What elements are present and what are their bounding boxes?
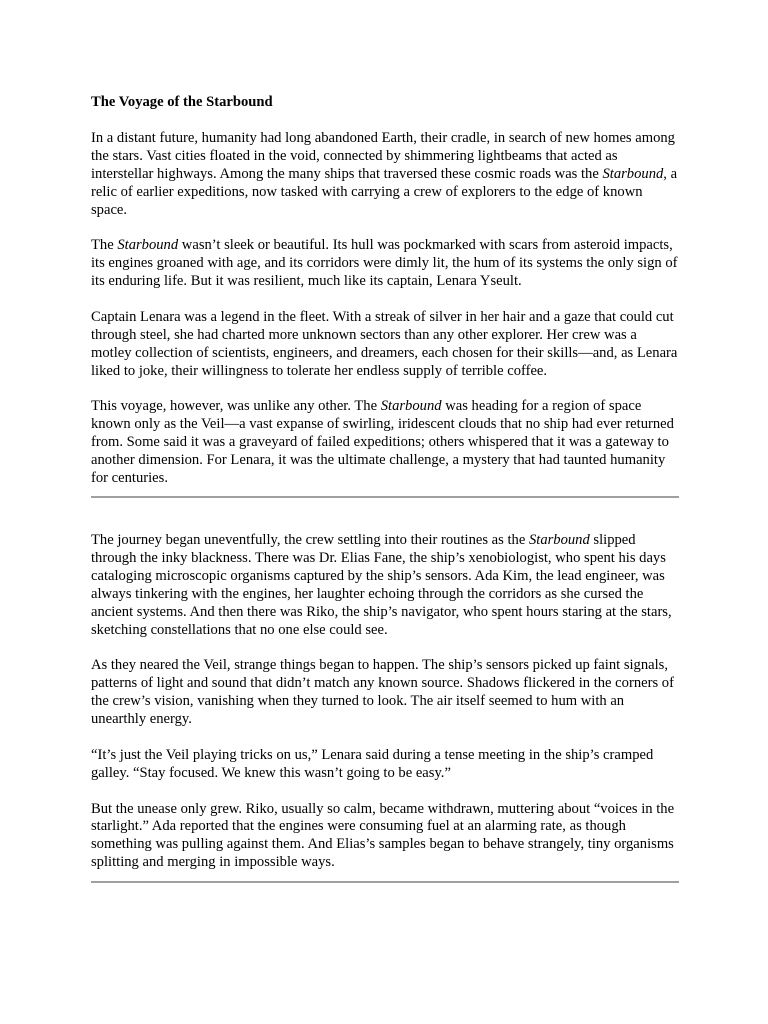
ship-name-italic: Starbound — [117, 237, 179, 254]
paragraph-dialogue: “It’s just the Veil playing tricks on us,” Lenara said during a tense meeting in the ship’s cramped galley. “Stay focused. We knew this wasn’t going to be easy.” — [91, 746, 654, 781]
paragraph-text: The — [91, 237, 118, 254]
paragraph-journey — [91, 532, 679, 639]
paragraph-opening — [91, 130, 679, 220]
ship-name-italic: Starbound — [528, 531, 590, 548]
paragraph-text: In a distant future, humanity had long abandoned Earth, their cradle, in search of new homes among the stars. Vast cities floated in the void, connected by shimmering lightbeams that acted as interstellar highways. Among the many ships that traversed these cosmic roads was the — [91, 129, 675, 182]
ship-name-italic: Starbound — [380, 398, 442, 415]
paragraph-ship-description — [91, 237, 679, 291]
paragraph-captain: Captain Lenara was a legend in the fleet. With a streak of silver in her hair and a gaze that could cut through steel, she had charted more unknown sectors than any other explorer. Her crew was a motley collection of scientists, engineers, and dreamers, each chosen for their skills—and, as Lenara liked to joke, their willingness to tolerate her endless supply of terrible coffee. — [91, 308, 678, 379]
paragraph-veil-approach: As they neared the Veil, strange things began to happen. The ship’s sensors picked up faint signals, patterns of light and sound that didn’t match any known source. Shadows flickered in the corners of the crew’s vision, vanishing when they turned to look. The air itself seemed to hum with an unearthly energy. — [91, 657, 674, 728]
document-page — [91, 94, 679, 883]
paragraph-text: was heading for a region of space known only as the Veil—a vast expanse of swirling, iridescent clouds that no ship had ever returned from. Some said it was a graveyard of failed expeditions; others whispered that it was a gateway to another dimension. For Lenara, it was the ultimate challenge, a mystery that had taunted humanity for centuries. — [91, 398, 674, 487]
paragraph-text: wasn’t sleek or beautiful. Its hull was pockmarked with scars from asteroid impacts, its engines groaned with age, and its corridors were dimly lit, the hum of its systems the only sign of its enduring life. But it was resilient, much like its captain, Lenara Yseult. — [91, 237, 678, 290]
paragraph-unease: But the unease only grew. Riko, usually so calm, became withdrawn, muttering about “voices in the starlight.” Ada reported that the engines were consuming fuel at an alarming rate, as though something was pulling against them. And Elias’s samples began to behave strangely, tiny organisms splitting and merging in impossible ways. — [91, 800, 675, 871]
paragraph-voyage — [91, 398, 679, 488]
document-title: The Voyage of the Starbound — [91, 94, 273, 110]
paragraph-text: slipped through the inky blackness. There was Dr. Elias Fane, the ship’s xenobiologist, who spent his days cataloging microscopic organisms captured by the ship’s sensors. Ada Kim, the lead engineer, was always tinkering with the engines, her laughter echoing through the corridors as she cursed the ancient systems. And then there was Riko, the ship’s navigator, who spent hours staring at the stars, sketching constellations that no one else could see. — [91, 531, 672, 638]
ship-name-italic: Starbound — [602, 165, 664, 182]
paragraph-text: This voyage, however, was unlike any other. The — [91, 398, 381, 415]
section-divider — [91, 496, 679, 498]
paragraph-text: The journey began uneventfully, the crew settling into their routines as the — [91, 531, 529, 548]
section-divider — [91, 881, 679, 883]
paragraph-text: , a relic of earlier expeditions, now tasked with carrying a crew of explorers to the edge of known space. — [91, 165, 678, 218]
